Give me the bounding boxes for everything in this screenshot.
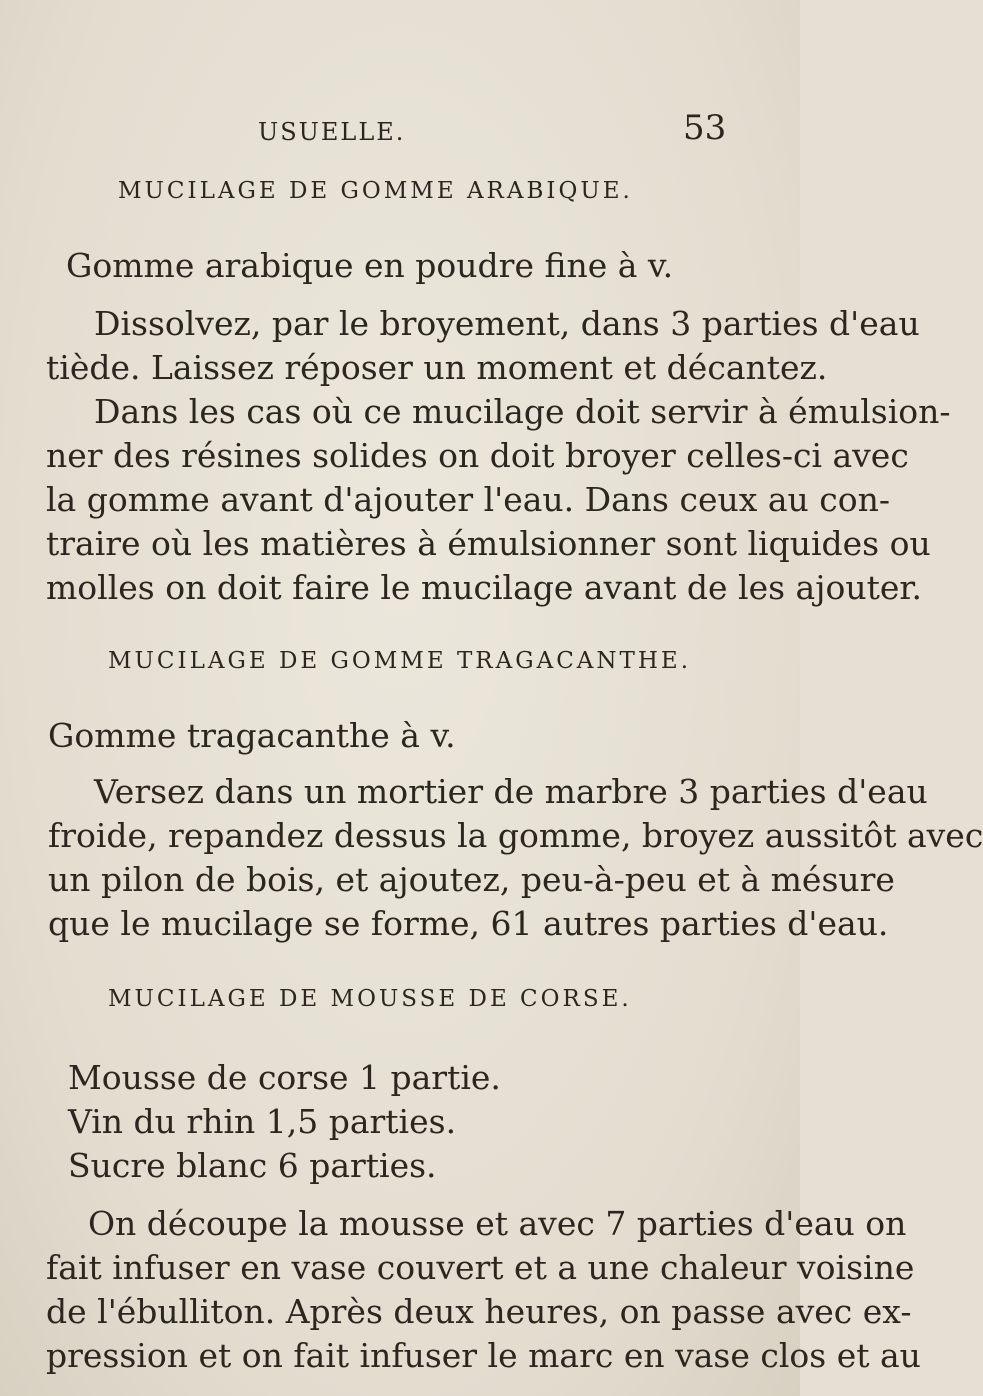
- section-title-gomme-tragacanthe: MUCILAGE DE GOMME TRAGACANTHE.: [108, 648, 692, 674]
- section-title-gomme-arabique: MUCILAGE DE GOMME ARABIQUE.: [118, 178, 633, 204]
- paragraph-line: que le mucilage se forme, 61 autres parties d'eau.: [48, 904, 889, 943]
- paragraph-line: de l'ébulliton. Après deux heures, on passe avec ex-: [46, 1292, 912, 1331]
- paragraph-line: la gomme avant d'ajouter l'eau. Dans ceux au con-: [46, 480, 890, 519]
- paragraph-line: fait infuser en vase couvert et a une chaleur voisine: [46, 1248, 915, 1287]
- section-title-mousse-de-corse: MUCILAGE DE MOUSSE DE CORSE.: [108, 986, 632, 1012]
- running-title: USUELLE.: [258, 118, 406, 146]
- paragraph-line: traire où les matières à émulsionner sont liquides ou: [46, 524, 931, 563]
- paragraph-line: un pilon de bois, et ajoutez, peu-à-peu et à mésure: [48, 860, 895, 899]
- recipe-ingredient-line: Mousse de corse 1 partie.: [68, 1058, 501, 1097]
- recipe-ingredient-line: Gomme arabique en poudre fine à v.: [66, 246, 674, 285]
- paragraph-line: pression et on fait infuser le marc en vase clos et au: [46, 1336, 921, 1375]
- paragraph-line: molles on doit faire le mucilage avant de les ajouter.: [46, 568, 922, 607]
- paragraph-line: Dans les cas où ce mucilage doit servir à émulsion-: [94, 392, 951, 431]
- paragraph-line: Dissolvez, par le broyement, dans 3 parties d'eau: [94, 304, 920, 343]
- page-number: 53: [683, 108, 727, 148]
- recipe-ingredient-line: Vin du rhin 1,5 parties.: [68, 1102, 457, 1141]
- paragraph-line: tiède. Laissez réposer un moment et décantez.: [46, 348, 828, 387]
- paragraph-line: Versez dans un mortier de marbre 3 parties d'eau: [94, 772, 928, 811]
- paragraph-line: On découpe la mousse et avec 7 parties d'eau on: [88, 1204, 907, 1243]
- paragraph-line: froide, repandez dessus la gomme, broyez aussitôt avec: [48, 816, 983, 855]
- recipe-ingredient-line: Sucre blanc 6 parties.: [68, 1146, 437, 1185]
- recipe-ingredient-line: Gomme tragacanthe à v.: [48, 716, 456, 755]
- paragraph-line: ner des résines solides on doit broyer celles-ci avec: [46, 436, 909, 475]
